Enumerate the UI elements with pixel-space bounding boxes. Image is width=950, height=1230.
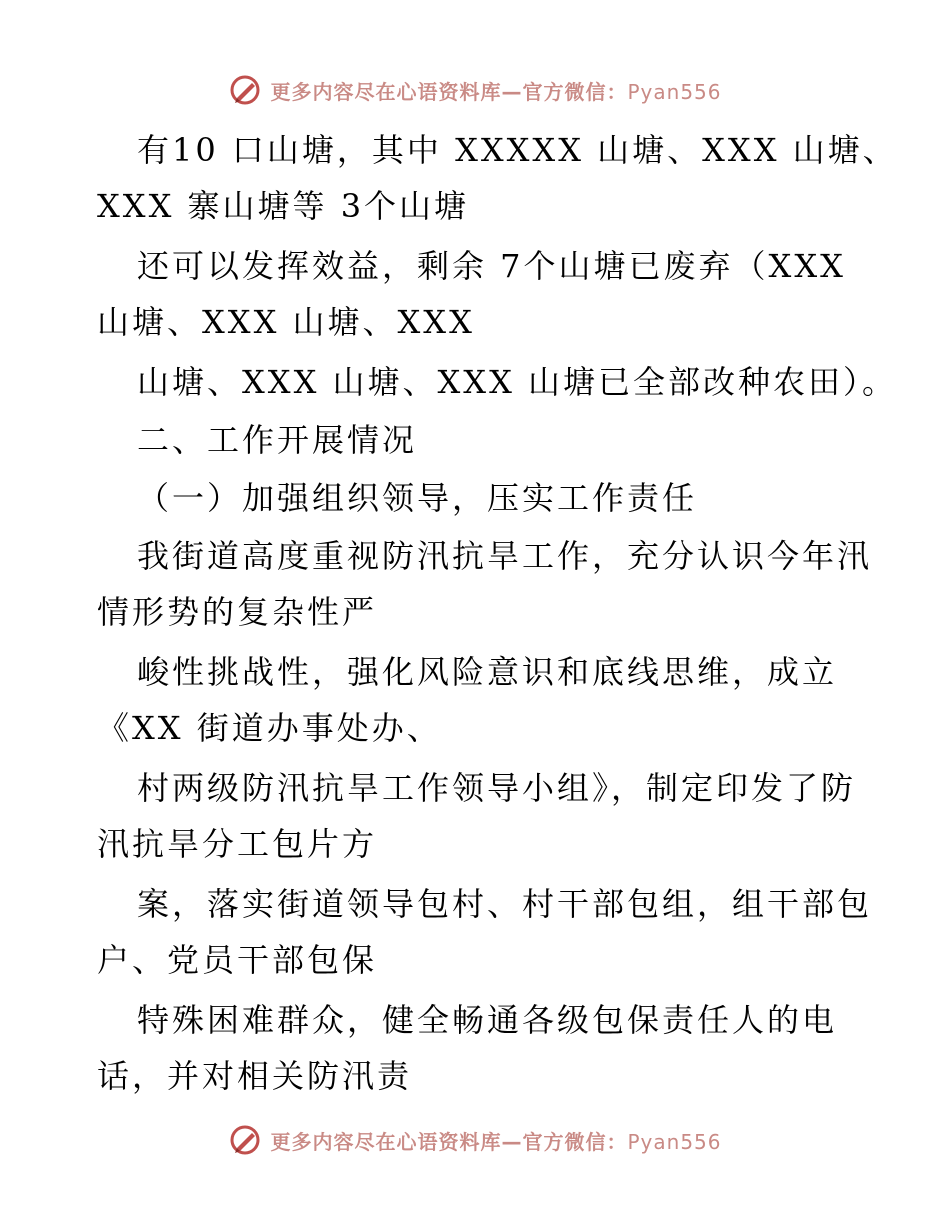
text-line-16: 特殊困难群众，健全畅通各级包保责任人的电 (137, 1001, 838, 1039)
text-line-8: 我街道高度重视防汛抗旱工作，充分认识今年汛 (137, 537, 873, 575)
text-line-5: 山塘、XXX 山塘、XXX 山塘已全部改种农田）。 (137, 363, 898, 401)
text-line-3: 还可以发挥效益，剩余 7个山塘已废弃（XXX (137, 247, 846, 285)
watermark-wechat-id: Pyan556 (627, 1129, 722, 1154)
watermark-header (0, 70, 950, 110)
pen-logo-icon (228, 73, 262, 107)
watermark-footer (0, 1120, 950, 1160)
text-line-14: 案，落实街道领导包村、村干部包组，组干部包 (137, 885, 873, 923)
text-line-17: 话，并对相关防汛责 (97, 1057, 413, 1095)
pen-logo-icon (228, 1123, 262, 1157)
text-line-15: 户、党员干部包保 (97, 941, 378, 979)
text-line-10: 峻性挑战性，强化风险意识和底线思维，成立 (137, 653, 838, 691)
section-heading: 二、工作开展情况 (137, 421, 418, 459)
text-line-4: 山塘、XXX 山塘、XXX (97, 303, 475, 341)
watermark-text: 更多内容尽在心语资料库—官方微信：Pyan556 (270, 79, 722, 104)
subsection-heading: （一）加强组织领导，压实工作责任 (137, 479, 698, 517)
watermark-wechat-id: Pyan556 (627, 79, 722, 104)
text-line-2: XXX 寨山塘等 3个山塘 (97, 187, 470, 225)
watermark-text: 更多内容尽在心语资料库—官方微信：Pyan556 (270, 1129, 722, 1154)
text-line-11: 《XX 街道办事处办、 (97, 709, 442, 747)
text-line-9: 情形势的复杂性严 (97, 593, 378, 631)
text-line-1: 有10 口山塘，其中 XXXXX 山塘、XXX 山塘、 (137, 131, 898, 169)
text-line-12: 村两级防汛抗旱工作领导小组》，制定印发了防 (137, 769, 857, 807)
text-line-13: 汛抗旱分工包片方 (97, 825, 378, 863)
